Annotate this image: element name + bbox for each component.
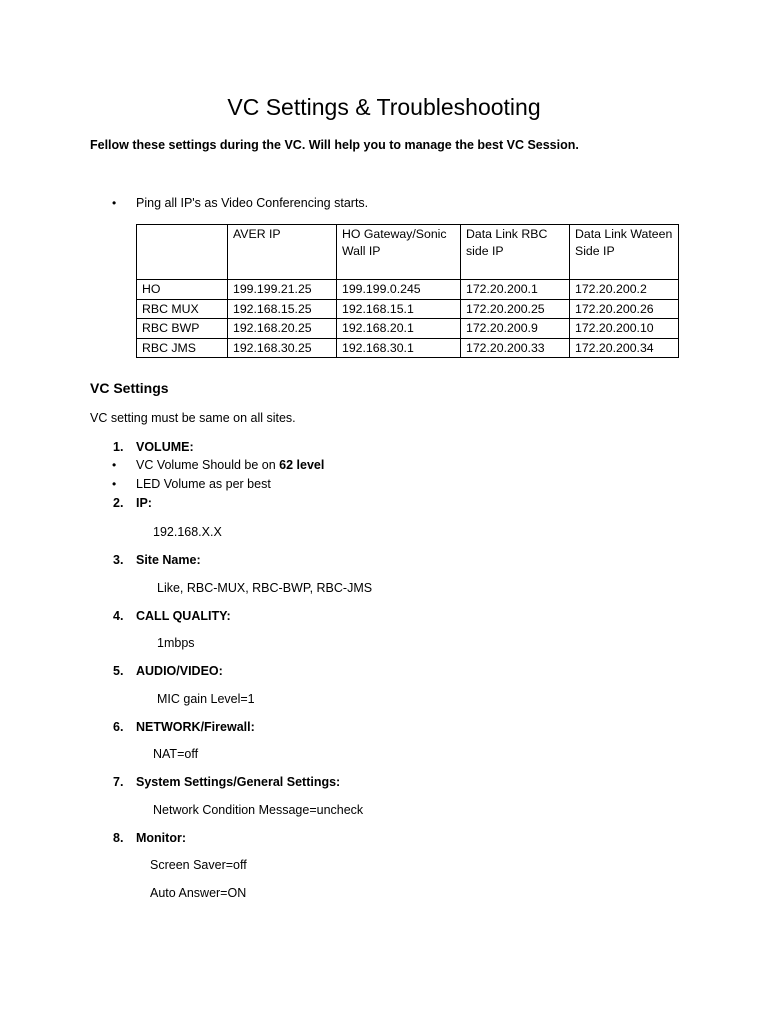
bullet-dot: • xyxy=(112,458,117,472)
table-header-cell xyxy=(137,225,228,280)
table-row xyxy=(137,338,679,358)
table-cell: 172.20.200.10 xyxy=(570,319,679,339)
list-item-value: Auto Answer=ON xyxy=(150,886,247,900)
table-row xyxy=(137,299,679,319)
table-cell: 192.168.20.1 xyxy=(337,319,461,339)
section-note: VC setting must be same on all sites. xyxy=(90,411,296,425)
table-cell: 199.199.0.245 xyxy=(337,280,461,300)
list-number: 6. xyxy=(113,720,124,734)
list-item-value: Like, RBC-MUX, RBC-BWP, RBC-JMS xyxy=(157,581,373,595)
list-item-value: MIC gain Level=1 xyxy=(157,692,255,706)
table-header-cell: Data Link RBC side IP xyxy=(461,225,570,280)
list-number: 1. xyxy=(113,440,124,454)
list-item-value: NAT=off xyxy=(153,747,199,761)
ping-bullet-text: Ping all IP's as Video Conferencing starts. xyxy=(136,196,369,210)
table-cell: 192.168.15.25 xyxy=(228,299,337,319)
table-row xyxy=(137,280,679,300)
table-cell: 192.168.15.1 xyxy=(337,299,461,319)
table-cell: 192.168.30.1 xyxy=(337,338,461,358)
table-cell: 172.20.200.2 xyxy=(570,280,679,300)
vc-volume-text: VC Volume Should be on xyxy=(136,458,280,472)
table-cell: 172.20.200.34 xyxy=(570,338,679,358)
table-header-cell: Data Link Wateen Side IP xyxy=(570,225,679,280)
list-item-label: IP: xyxy=(136,496,152,510)
list-number: 2. xyxy=(113,496,124,510)
ip-table xyxy=(136,224,679,358)
table-row xyxy=(137,319,679,339)
list-item-label: VOLUME: xyxy=(136,440,194,454)
table-cell: HO xyxy=(137,280,228,300)
list-item-value: 192.168.X.X xyxy=(153,525,222,539)
table-cell: RBC JMS xyxy=(137,338,228,358)
table-cell: 172.20.200.25 xyxy=(461,299,570,319)
table-cell: 172.20.200.1 xyxy=(461,280,570,300)
table-cell: RBC MUX xyxy=(137,299,228,319)
table-cell: 199.199.21.25 xyxy=(228,280,337,300)
list-item-label: Monitor: xyxy=(136,831,186,845)
table-cell: 192.168.20.25 xyxy=(228,319,337,339)
list-number: 8. xyxy=(113,831,124,845)
list-number: 7. xyxy=(113,775,124,789)
list-item-label: NETWORK/Firewall: xyxy=(136,720,255,734)
table-header-row xyxy=(137,225,679,280)
list-item-label: Site Name: xyxy=(136,553,201,567)
vc-volume-bullet xyxy=(136,458,324,472)
section-heading: VC Settings xyxy=(90,380,169,396)
led-volume-bullet: LED Volume as per best xyxy=(136,477,271,491)
intro-text: Fellow these settings during the VC. Will help you to manage the best VC Session. xyxy=(90,138,579,152)
list-item-value: Network Condition Message=uncheck xyxy=(153,803,364,817)
list-number: 4. xyxy=(113,609,124,623)
bullet-dot: • xyxy=(112,196,117,210)
list-number: 5. xyxy=(113,664,124,678)
bullet-dot: • xyxy=(112,477,117,491)
list-item-value: 1mbps xyxy=(157,636,195,650)
list-item-label: AUDIO/VIDEO: xyxy=(136,664,223,678)
table-cell: 172.20.200.26 xyxy=(570,299,679,319)
table-cell: 192.168.30.25 xyxy=(228,338,337,358)
table-header-cell: HO Gateway/SonicWall IP xyxy=(337,225,461,280)
table-cell: RBC BWP xyxy=(137,319,228,339)
list-item-value: Screen Saver=off xyxy=(150,858,247,872)
table-cell: 172.20.200.33 xyxy=(461,338,570,358)
page-title: VC Settings & Troubleshooting xyxy=(227,94,541,120)
table-header-cell: AVER IP xyxy=(228,225,337,280)
list-item-label: System Settings/General Settings: xyxy=(136,775,341,789)
list-number: 3. xyxy=(113,553,124,567)
list-item-label: CALL QUALITY: xyxy=(136,609,231,623)
vc-volume-level: 62 level xyxy=(279,458,325,472)
table-cell: 172.20.200.9 xyxy=(461,319,570,339)
